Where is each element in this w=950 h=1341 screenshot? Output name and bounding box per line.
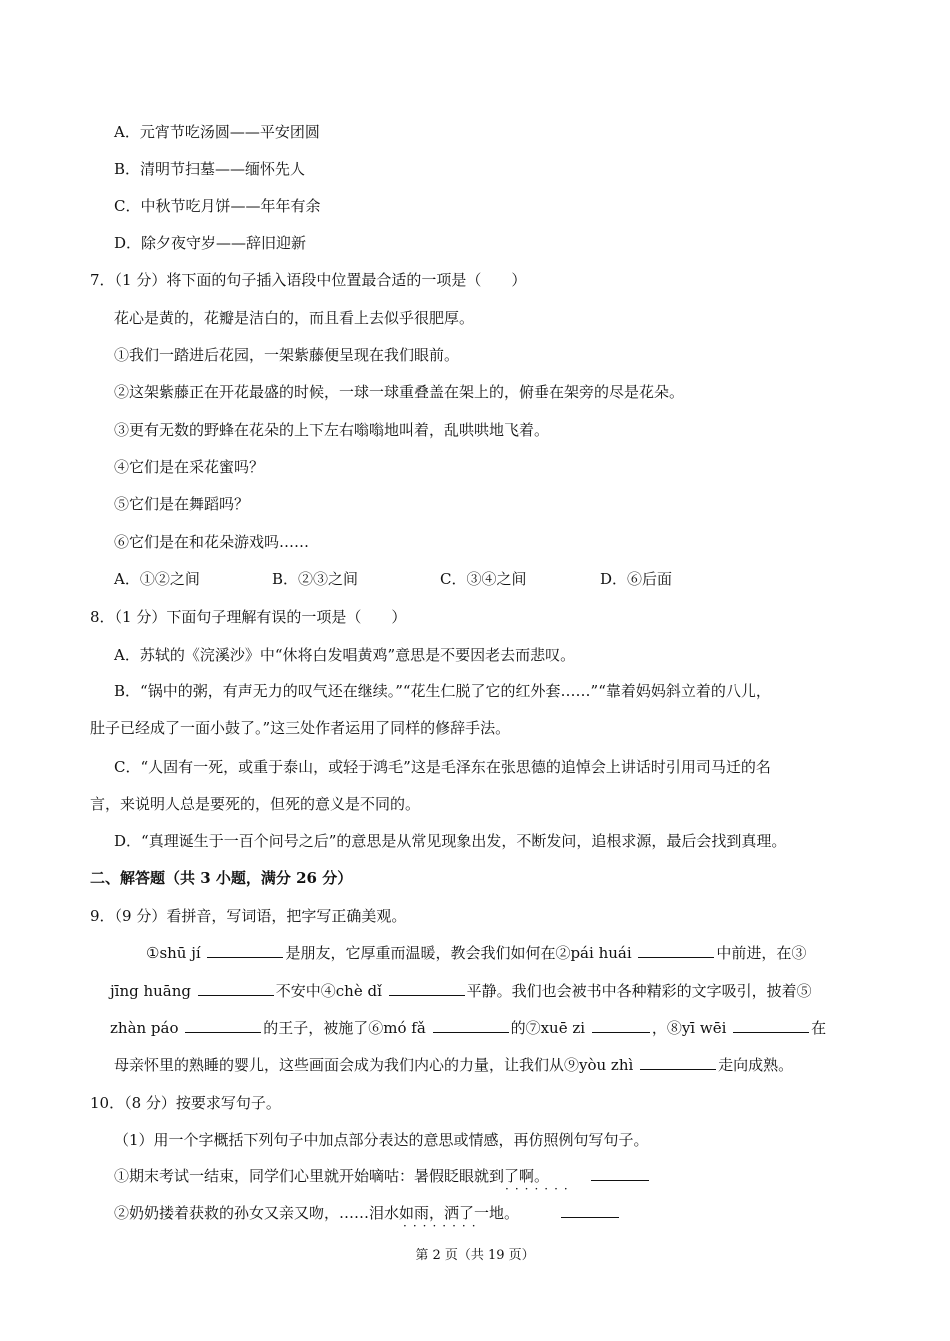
q9-text: ，⑧yī wēi — [651, 1019, 732, 1037]
q7-stem: 7．（1 分）将下面的句子插入语段中位置最合适的一项是（ ） — [90, 271, 527, 289]
answer-blank[interactable] — [592, 1018, 650, 1033]
q10-stem: 10．（8 分）按要求写句子。 — [90, 1094, 281, 1112]
q6-option-b: B．清明节扫墓——缅怀先人 — [114, 160, 306, 178]
section-heading: 二、解答题（共 3 小题，满分 26 分） — [90, 869, 353, 887]
page-footer: 第 2 页（共 19 页） — [415, 1248, 535, 1263]
q9-line-1 — [146, 943, 806, 963]
emphasis-dots: ········ — [403, 1219, 482, 1233]
q8-option-d: D．“真理诞生于一百个问号之后”的意思是从常见现象出发，不断发问，追根求源，最后会找到真理。 — [114, 832, 787, 850]
q9-line-2 — [110, 981, 812, 1001]
answer-blank[interactable] — [638, 943, 714, 958]
q9-text: 不安中④chè dǐ — [275, 982, 387, 1000]
q7-sentence-6: ⑥它们是在和花朵游戏吗…… — [114, 533, 310, 551]
q9-text: ①shū jí — [146, 944, 206, 962]
q8-option-b-line2: 肚子已经成了一面小鼓了。”这三处作者运用了同样的修辞手法。 — [90, 719, 511, 737]
answer-blank[interactable] — [185, 1018, 261, 1033]
q7-sentence-5: ⑤它们是在舞蹈吗？ — [114, 495, 250, 513]
q6-option-a: A．元宵节吃汤圆——平安团圆 — [114, 123, 320, 141]
q9-text: 是朋友，它厚重而温暖，教会我们如何在②pái huái — [285, 944, 637, 962]
q7-option-c: C．③④之间 — [440, 570, 527, 588]
q10-example-text: ②奶奶搂着获救的孙女又亲又吻，……泪水如雨，洒了一地。 — [114, 1204, 520, 1222]
answer-blank[interactable] — [561, 1203, 619, 1218]
q9-text: 走向成熟。 — [718, 1056, 794, 1074]
q9-line-4 — [114, 1055, 793, 1075]
q7-sentence-2: ②这架紫藤正在开花最盛的时候，一球一球重叠盖在架上的，俯垂在架旁的尽是花朵。 — [114, 383, 685, 401]
answer-blank[interactable] — [433, 1018, 509, 1033]
answer-blank[interactable] — [640, 1055, 716, 1070]
q8-option-c-line2: 言，来说明人总是要死的，但死的意义是不同的。 — [90, 795, 421, 813]
q8-stem: 8．（1 分）下面句子理解有误的一项是（ ） — [90, 608, 407, 626]
q8-option-a: A．苏轼的《浣溪沙》中“休将白发唱黄鸡”意思是不要因老去而悲叹。 — [114, 646, 576, 664]
q6-option-d: D．除夕夜守岁——辞旧迎新 — [114, 234, 307, 252]
answer-blank[interactable] — [591, 1166, 649, 1181]
q6-option-c: C．中秋节吃月饼——年年有余 — [114, 197, 321, 215]
q9-text: 平静。我们也会被书中各种精彩的文字吸引，披着⑤ — [466, 982, 812, 1000]
answer-blank[interactable] — [733, 1018, 809, 1033]
q7-sentence-1: ①我们一踏进后花园，一架紫藤便呈现在我们眼前。 — [114, 346, 460, 364]
q10-sub-question-1: （1）用一个字概括下列句子中加点部分表达的意思或情感，再仿照例句写句子。 — [114, 1131, 649, 1149]
answer-blank[interactable] — [198, 981, 274, 996]
q9-text: 的王子，被施了⑥mó fǎ — [263, 1019, 431, 1037]
q7-sentence-4: ④它们是在采花蜜吗？ — [114, 458, 265, 476]
q9-stem: 9．（9 分）看拼音，写词语，把字写正确美观。 — [90, 907, 407, 925]
answer-blank[interactable] — [207, 943, 283, 958]
q9-text: 的⑦xuē zi — [510, 1019, 590, 1037]
q7-sentence-3: ③更有无数的野蜂在花朵的上下左右嗡嗡地叫着，乱哄哄地飞着。 — [114, 421, 550, 439]
q9-line-3 — [110, 1018, 826, 1038]
answer-blank[interactable] — [389, 981, 465, 996]
q7-option-b: B．②③之间 — [272, 570, 359, 588]
q10-example-2 — [114, 1203, 621, 1223]
q10-example-text: ①期末考试一结束，同学们心里就开始嘀咕：暑假眨眼就到了啊。 — [114, 1167, 550, 1185]
q7-option-d: D．⑥后面 — [600, 570, 673, 588]
q8-option-b-line1: B．“锅中的粥，有声无力的叹气还在继续。”“花生仁脱了它的红外套……”“靠着妈妈斜立着的八儿， — [114, 682, 771, 700]
q7-option-a: A．①②之间 — [114, 570, 200, 588]
q9-text: 中前进，在③ — [716, 944, 807, 962]
q9-text: 在 — [811, 1019, 827, 1037]
q9-text: jīng huāng — [110, 982, 196, 1000]
q7-insert-sentence: 花心是黄的，花瓣是洁白的，而且看上去似乎很肥厚。 — [114, 309, 475, 327]
q9-text: 母亲怀里的熟睡的婴儿，这些画面会成为我们内心的力量，让我们从⑨yòu zhì — [114, 1056, 639, 1074]
q8-option-c-line1: C．“人固有一死，或重于泰山，或轻于鸿毛”这是毛泽东在张思德的追悼会上讲话时引用司马迁的名 — [114, 758, 771, 776]
q9-text: zhàn páo — [110, 1019, 184, 1037]
emphasis-dots: ······· — [505, 1182, 574, 1196]
